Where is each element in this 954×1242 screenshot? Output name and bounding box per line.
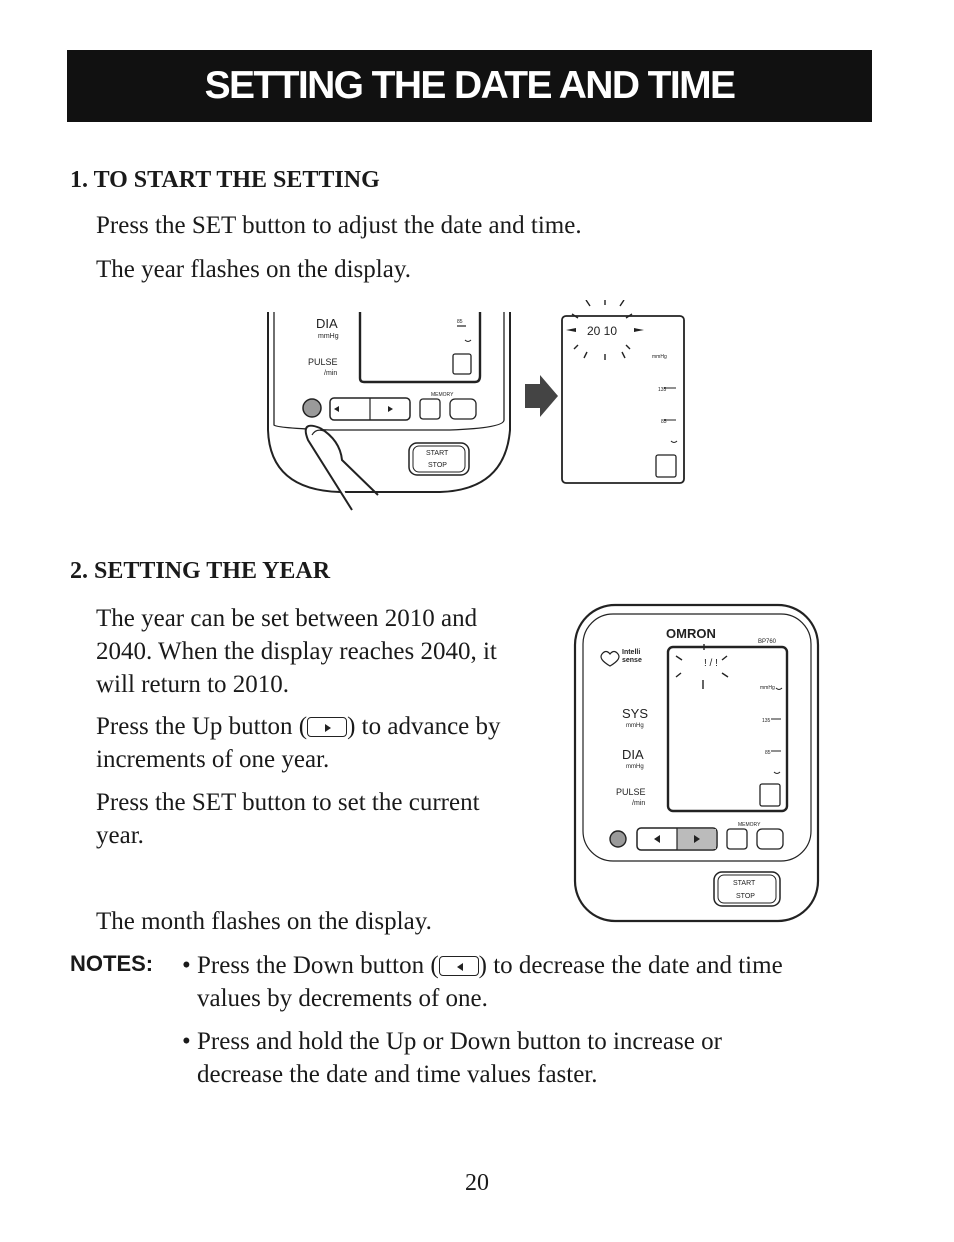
notes-label: NOTES: [70, 951, 154, 976]
page-number: 20 [465, 1170, 489, 1196]
fig2-sense: sense [622, 657, 642, 664]
note2-line1: • Press and hold the Up or Down button to increase or [182, 1028, 722, 1055]
section2-para4: The month flashes on the display. [96, 908, 432, 935]
section2-para3: Press the SET button to set the current year. [96, 789, 480, 849]
note1-line2: values by decrements of one. [197, 985, 488, 1012]
fig2-pulse-unit: /min [632, 800, 646, 807]
fig1-stop-label: STOP [428, 462, 447, 469]
fig2-pulse-label: PULSE [616, 787, 646, 797]
fig1-dia-unit: mmHg [318, 333, 339, 340]
figure-start-setting [260, 300, 700, 515]
section1-heading: 1. TO START THE SETTING [70, 167, 380, 193]
section2-para2 [96, 710, 526, 776]
fig1-start-label: START [426, 450, 449, 457]
note1-before: • Press the Down button ( [182, 952, 439, 979]
section1-line1: Press the SET button to adjust the date and time. [96, 212, 582, 239]
section2-para1: The year can be set between 2010 and 2040. When the display reaches 2040, it will return to 2010. [96, 605, 497, 698]
page-title: SETTING THE DATE AND TIME [204, 64, 735, 107]
heart-icon [601, 652, 619, 667]
fig2-memory-label: MEMORY [738, 822, 761, 828]
fig1-memory-label: MEMORY [431, 392, 454, 398]
svg-text:! / !: ! / ! [704, 658, 718, 669]
fig2-dia-unit: mmHg [626, 764, 644, 770]
figure-monitor-year [572, 602, 822, 926]
fig2-stop-label: STOP [736, 893, 755, 900]
arrow-right-icon [525, 375, 558, 417]
section2-para2-before: Press the Up button ( [96, 713, 308, 740]
down-button-icon [439, 956, 479, 976]
section1-line2: The year flashes on the display. [96, 256, 411, 283]
fig1-scale-85: 85 [457, 319, 463, 325]
fig1-pulse-label: PULSE [308, 357, 338, 367]
section2-para2-after: ) to advance by increments of one year. [96, 713, 501, 773]
fig2-scale-85: 85 [765, 750, 771, 756]
title-banner [67, 50, 872, 122]
note2-line2: decrease the date and time values faster. [197, 1061, 598, 1088]
fig1-pulse-unit: /min [324, 370, 338, 377]
fig2-sys-label: SYS [622, 706, 649, 721]
section2-heading: 2. SETTING THE YEAR [70, 558, 331, 584]
fig2-start-label: START [733, 880, 756, 887]
note1-after: ) to decrease the date and time [478, 952, 783, 979]
note1-line1 [182, 949, 783, 982]
fig1-dia-label: DIA [316, 316, 338, 331]
fig2-model: BP760 [758, 639, 777, 645]
fig1-display-135: 135 [658, 387, 667, 393]
fig2-dia-label: DIA [622, 747, 644, 762]
fig1-display-85: 85 [661, 419, 667, 425]
fig2-brand: OMRON [666, 626, 716, 641]
fig1-display-unit: mmHg [652, 354, 667, 360]
fig2-scale-135: 135 [762, 718, 771, 724]
up-button-icon [307, 717, 347, 737]
fig1-display-year: 20 10 [587, 324, 618, 338]
fig2-scale-unit: mmHg [760, 685, 775, 691]
fig2-intelli: Intelli [622, 649, 641, 656]
fig2-sys-unit: mmHg [626, 723, 644, 729]
